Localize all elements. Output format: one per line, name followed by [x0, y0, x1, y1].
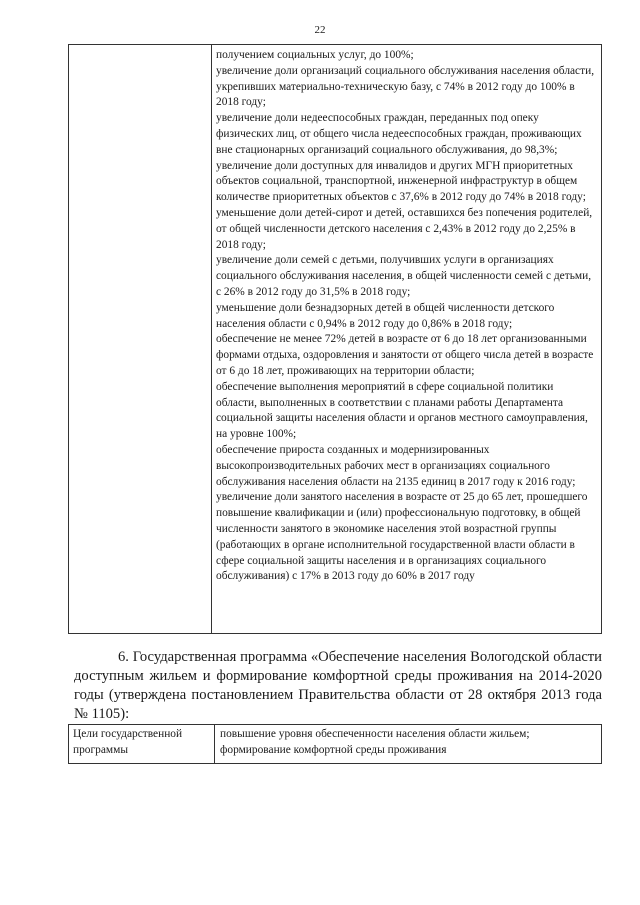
- indicator-item: уменьшение доли безнадзорных детей в общей численности детского населения области с 0,94% в 2012 году до 0,86% в 2018 году;: [216, 301, 555, 330]
- indicator-item: увеличение доли занятого населения в возрасте от 25 до 65 лет, прошедшего повышение квалификации и (или) профессиональную подготовку, в общей численности занятого в экономике населения этой возрастной группы (работающих в органе исполнительной государственной власти области в сфере социальной защиты населения и в организациях социального обслуживания) с 17% в 2013 году до 60% в 2017 году: [216, 491, 588, 583]
- page-number: 22: [314, 24, 326, 36]
- program-goals-table: [68, 724, 602, 764]
- indicator-item: увеличение доли организаций социального обслуживания населения области, укрепивших материально-техническую базу, с 74% в 2012 году до 100% в 2018 году;: [216, 64, 595, 109]
- program-goals-value: [216, 725, 601, 760]
- program-goal-line: формирование комфортной среды проживания: [220, 743, 447, 756]
- indicator-item: обеспечение не менее 72% детей в возрасте от 6 до 18 лет организованными формами отдыха, оздоровления и занятости от общего числа детей в возрасте от 6 до 18 лет, проживающих на территории области;: [216, 333, 594, 377]
- indicator-item: обеспечение выполнения мероприятий в сфере социальной политики области, выполненных в соответствии с планами работы Департамента социальной защиты населения области и органов местного самоуправления, на уровне 100%;: [216, 380, 588, 441]
- indicator-item: увеличение доли недееспособных граждан, переданных под опеку физических лиц, от общего числа недееспособных граждан, проживающих вне стационарных организаций социального обслуживания, до 98,3%;: [216, 112, 582, 156]
- indicator-item: получением социальных услуг, до 100%;: [216, 49, 414, 61]
- indicator-item: обеспечение прироста созданных и модернизированных высокопроизводительных рабочих мест в организациях социального обслуживания населения области на 2135 единиц в 2017 году к 2016 году;: [216, 443, 576, 488]
- section-heading: 6. Государственная программа «Обеспечение населения Вологодской области доступным жильем и формирование комфортной среды проживания на 2014-2020 годы (утверждена постановлением Правительства области от 28 октября 2013 года № 1105):: [74, 649, 602, 722]
- program-goals-label: Цели государственной программы: [69, 725, 215, 763]
- indicator-item: уменьшение доли детей-сирот и детей, оставшихся без попечения родителей, от общей численности детского населения с 2,43% в 2012 году до 2,25% в 2018 году;: [216, 206, 593, 251]
- program-goal-line: повышение уровня обеспеченности населения области жильем;: [220, 728, 530, 740]
- indicators-table-label-cell: [69, 45, 212, 633]
- indicators-table-value-cell: [212, 45, 601, 587]
- indicator-item: увеличение доли семей с детьми, получивших услуги в организациях социального обслуживания населения, в общей численности семей с детьми, с 26% в 2012 году до 31,5% в 2018 году;: [216, 254, 592, 298]
- indicator-item: увеличение доли доступных для инвалидов и других МГН приоритетных объектов социальной, транспортной, инженерной инфраструктур в общем количестве приоритетных объектов с 37,6% в 2012 году до 74% в 2018 году;: [216, 159, 586, 204]
- indicators-table: [68, 44, 602, 634]
